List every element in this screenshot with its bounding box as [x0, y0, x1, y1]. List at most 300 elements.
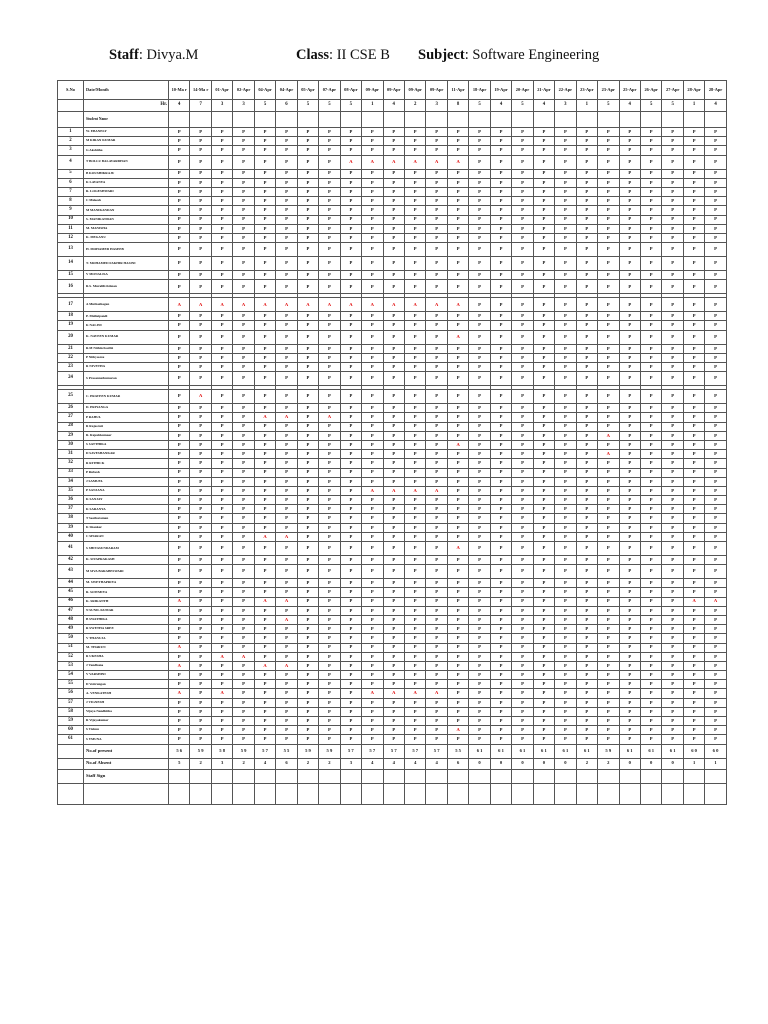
student-row [58, 486, 727, 495]
present-mark: P [640, 486, 661, 495]
present-mark: P [383, 178, 404, 187]
student-row [58, 187, 727, 196]
present-mark: P [598, 280, 619, 294]
staff-field [109, 47, 198, 64]
present-mark: P [533, 450, 554, 459]
present-mark: P [319, 680, 340, 689]
present-mark: P [683, 634, 704, 643]
present-mark: P [169, 257, 190, 271]
present-mark: P [512, 680, 533, 689]
present-mark: P [169, 735, 190, 744]
present-mark: P [233, 634, 254, 643]
present-mark: P [490, 363, 511, 372]
present-mark: P [533, 321, 554, 330]
present-mark: P [683, 565, 704, 579]
present-mark: P [683, 422, 704, 431]
present-mark: P [340, 726, 361, 735]
present-mark: P [233, 312, 254, 321]
present-mark: P [190, 680, 211, 689]
present-mark: P [705, 556, 726, 565]
present-mark: P [426, 224, 447, 233]
present-mark: P [533, 556, 554, 565]
student-name: V MONALISA [84, 271, 169, 280]
present-mark: P [297, 440, 318, 449]
present-mark: P [662, 450, 683, 459]
present-mark: P [662, 128, 683, 137]
present-mark: P [555, 413, 576, 422]
present-mark: P [640, 459, 661, 468]
student-name-header-row [58, 112, 727, 128]
present-mark: P [426, 330, 447, 344]
present-mark: P [340, 404, 361, 413]
present-mark: P [362, 224, 383, 233]
serial-number: 38 [58, 514, 84, 523]
present-mark: P [705, 514, 726, 523]
present-mark: P [383, 197, 404, 206]
present-mark: P [297, 523, 318, 532]
present-mark: P [555, 680, 576, 689]
present-mark: P [683, 468, 704, 477]
present-mark: P [404, 505, 425, 514]
present-mark: P [190, 726, 211, 735]
blank-cell [447, 783, 468, 804]
present-mark: P [490, 155, 511, 169]
present-mark: P [190, 579, 211, 588]
present-mark: P [705, 450, 726, 459]
present-mark: P [254, 243, 275, 257]
present-mark: P [190, 532, 211, 541]
student-row [58, 542, 727, 556]
present-mark: P [426, 146, 447, 155]
present-mark: P [705, 243, 726, 257]
present-mark: P [254, 468, 275, 477]
subject-label: Subject [418, 47, 465, 63]
student-row [58, 155, 727, 169]
present-mark: P [169, 625, 190, 634]
serial-number: 6 [58, 178, 84, 187]
present-mark: P [598, 363, 619, 372]
serial-number: 52 [58, 652, 84, 661]
present-mark: P [705, 717, 726, 726]
date-cell: 09-Apr [383, 81, 404, 100]
present-mark: P [383, 717, 404, 726]
present-mark: P [340, 422, 361, 431]
present-mark: P [383, 271, 404, 280]
present-mark: P [512, 413, 533, 422]
sign-cell [598, 769, 619, 783]
present-mark: P [598, 224, 619, 233]
present-mark: P [705, 477, 726, 486]
present-mark: P [598, 353, 619, 362]
present-mark: P [469, 477, 490, 486]
present-mark: P [340, 698, 361, 707]
present-mark: P [340, 321, 361, 330]
present-mark: P [662, 523, 683, 532]
present-mark: P [533, 496, 554, 505]
blank-cell [297, 112, 318, 128]
absent-mark: A [426, 155, 447, 169]
student-name: C. PRAVEEN KUMAR [84, 390, 169, 404]
serial-number: 55 [58, 680, 84, 689]
present-mark: P [447, 312, 468, 321]
blank-cell [683, 783, 704, 804]
present-mark: P [404, 243, 425, 257]
present-mark: P [190, 243, 211, 257]
absent-mark: A [404, 689, 425, 698]
present-mark: P [383, 606, 404, 615]
student-name: P RAHUL [84, 413, 169, 422]
absent-mark: A [190, 298, 211, 312]
present-mark: P [447, 514, 468, 523]
student-row [58, 353, 727, 362]
present-mark: P [705, 206, 726, 215]
present-mark: P [276, 169, 297, 178]
date-cell: 20-Apr [512, 81, 533, 100]
present-mark: P [340, 542, 361, 556]
present-mark: P [447, 707, 468, 716]
absent-count: 5 [169, 758, 190, 769]
present-mark: P [640, 298, 661, 312]
serial-number: 26 [58, 404, 84, 413]
present-mark: P [190, 215, 211, 224]
present-mark: P [297, 422, 318, 431]
hour-cell: 5 [598, 100, 619, 112]
present-mark: P [576, 726, 597, 735]
present-mark: P [490, 298, 511, 312]
present-mark: P [340, 579, 361, 588]
present-mark: P [683, 707, 704, 716]
blank-cell [705, 112, 726, 128]
serial-number: 40 [58, 532, 84, 541]
present-mark: P [576, 257, 597, 271]
present-mark: P [254, 588, 275, 597]
absent-mark: A [211, 652, 232, 661]
present-mark: P [555, 233, 576, 242]
present-count: 6 1 [533, 744, 554, 758]
sign-cell [169, 769, 190, 783]
present-mark: P [490, 505, 511, 514]
present-mark: P [426, 422, 447, 431]
present-mark: P [447, 588, 468, 597]
present-mark: P [512, 243, 533, 257]
present-mark: P [297, 496, 318, 505]
blank-cell [555, 783, 576, 804]
present-mark: P [383, 363, 404, 372]
present-mark: P [662, 661, 683, 670]
absent-count: 0 [619, 758, 640, 769]
present-mark: P [254, 137, 275, 146]
present-mark: P [619, 363, 640, 372]
present-mark: P [254, 344, 275, 353]
present-mark: P [683, 215, 704, 224]
present-mark: P [555, 137, 576, 146]
present-mark: P [576, 689, 597, 698]
present-mark: P [211, 486, 232, 495]
present-mark: P [276, 431, 297, 440]
present-mark: P [619, 514, 640, 523]
present-mark: P [555, 206, 576, 215]
present-mark: P [276, 224, 297, 233]
present-mark: P [319, 330, 340, 344]
present-mark: P [426, 556, 447, 565]
present-mark: P [404, 404, 425, 413]
present-mark: P [705, 413, 726, 422]
present-mark: P [297, 215, 318, 224]
present-mark: P [233, 477, 254, 486]
present-mark: P [683, 330, 704, 344]
hour-cell: 6 [276, 100, 297, 112]
present-mark: P [404, 634, 425, 643]
present-mark: P [640, 169, 661, 178]
present-mark: P [233, 390, 254, 404]
present-mark: P [319, 440, 340, 449]
present-mark: P [297, 146, 318, 155]
present-mark: P [705, 532, 726, 541]
present-mark: P [533, 565, 554, 579]
absent-mark: A [169, 597, 190, 606]
present-mark: P [211, 330, 232, 344]
present-mark: P [490, 542, 511, 556]
present-mark: P [447, 206, 468, 215]
present-mark: P [619, 187, 640, 196]
present-mark: P [512, 137, 533, 146]
present-mark: P [662, 312, 683, 321]
sign-cell [555, 769, 576, 783]
student-row [58, 671, 727, 680]
present-mark: P [576, 579, 597, 588]
serial-number: 14 [58, 257, 84, 271]
present-mark: P [640, 579, 661, 588]
hour-cell: 4 [533, 100, 554, 112]
present-mark: P [555, 344, 576, 353]
present-mark: P [362, 477, 383, 486]
absent-mark: A [233, 652, 254, 661]
absent-count: 2 [190, 758, 211, 769]
serial-number: 23 [58, 363, 84, 372]
date-cell: 09-Apr [404, 81, 425, 100]
present-mark: P [640, 556, 661, 565]
present-mark: P [512, 565, 533, 579]
present-mark: P [469, 169, 490, 178]
present-mark: P [297, 625, 318, 634]
present-mark: P [340, 588, 361, 597]
present-mark: P [233, 271, 254, 280]
absent-mark: A [426, 486, 447, 495]
present-mark: P [576, 233, 597, 242]
absent-mark: A [254, 413, 275, 422]
blank-cell [233, 783, 254, 804]
present-mark: P [640, 224, 661, 233]
present-mark: P [211, 606, 232, 615]
present-mark: P [705, 698, 726, 707]
present-mark: P [533, 689, 554, 698]
present-mark: P [533, 206, 554, 215]
present-mark: P [426, 735, 447, 744]
student-name: K LAVANYA [84, 178, 169, 187]
present-count: 6 0 [705, 744, 726, 758]
present-mark: P [254, 735, 275, 744]
present-mark: P [297, 542, 318, 556]
present-mark: P [404, 477, 425, 486]
present-mark: P [276, 450, 297, 459]
present-mark: P [254, 459, 275, 468]
present-mark: P [555, 440, 576, 449]
present-mark: P [211, 431, 232, 440]
present-mark: P [576, 215, 597, 224]
student-name: S SATTHIKA [84, 440, 169, 449]
absent-mark: A [447, 440, 468, 449]
present-mark: P [319, 615, 340, 624]
present-mark: P [640, 514, 661, 523]
absent-mark: A [169, 643, 190, 652]
present-mark: P [447, 169, 468, 178]
present-mark: P [190, 422, 211, 431]
present-mark: P [362, 579, 383, 588]
present-mark: P [555, 652, 576, 661]
present-mark: P [276, 717, 297, 726]
present-mark: P [469, 726, 490, 735]
student-name: R. SOWMIYA [84, 588, 169, 597]
student-name: R RITHICK [84, 459, 169, 468]
present-mark: P [490, 606, 511, 615]
present-mark: P [447, 505, 468, 514]
present-mark: P [190, 363, 211, 372]
present-mark: P [404, 450, 425, 459]
student-name: J VIGNESH [84, 698, 169, 707]
present-mark: P [705, 671, 726, 680]
present-mark: P [512, 588, 533, 597]
present-mark: P [555, 321, 576, 330]
attendance-table [57, 80, 727, 805]
present-mark: P [211, 321, 232, 330]
present-mark: P [254, 321, 275, 330]
present-mark: P [683, 178, 704, 187]
present-mark: P [169, 363, 190, 372]
blank-cell [576, 783, 597, 804]
present-mark: P [340, 671, 361, 680]
student-name: T Seetharaman [84, 514, 169, 523]
present-mark: P [447, 422, 468, 431]
student-row [58, 271, 727, 280]
student-row [58, 597, 727, 606]
present-mark: P [233, 661, 254, 670]
blank-cell [619, 783, 640, 804]
serial-number: 42 [58, 556, 84, 565]
present-mark: P [555, 514, 576, 523]
date-cell: 27-Apr [662, 81, 683, 100]
present-mark: P [319, 431, 340, 440]
present-mark: P [169, 652, 190, 661]
serial-number: 56 [58, 689, 84, 698]
absent-count: 0 [555, 758, 576, 769]
present-mark: P [683, 440, 704, 449]
present-mark: P [211, 680, 232, 689]
present-mark: P [598, 496, 619, 505]
present-mark: P [211, 169, 232, 178]
present-mark: P [598, 606, 619, 615]
present-mark: P [662, 556, 683, 565]
present-mark: P [254, 707, 275, 716]
serial-number: 48 [58, 615, 84, 624]
serial-number: 49 [58, 625, 84, 634]
present-mark: P [533, 579, 554, 588]
present-mark: P [404, 146, 425, 155]
present-mark: P [254, 233, 275, 242]
present-mark: P [662, 625, 683, 634]
blank-cell [383, 112, 404, 128]
present-mark: P [555, 243, 576, 257]
student-row [58, 404, 727, 413]
present-mark: P [490, 459, 511, 468]
student-name: S PrasannaKumaran [84, 372, 169, 386]
date-cell: 02-Apr [233, 81, 254, 100]
present-mark: P [233, 257, 254, 271]
present-mark: P [555, 215, 576, 224]
present-mark: P [254, 431, 275, 440]
present-mark: P [319, 169, 340, 178]
present-mark: P [233, 178, 254, 187]
present-mark: P [383, 146, 404, 155]
present-mark: P [383, 233, 404, 242]
present-mark: P [490, 206, 511, 215]
present-mark: P [340, 206, 361, 215]
absent-mark: A [211, 689, 232, 698]
present-mark: P [619, 532, 640, 541]
present-mark: P [254, 215, 275, 224]
present-mark: P [233, 197, 254, 206]
present-mark: P [276, 353, 297, 362]
present-mark: P [404, 565, 425, 579]
present-mark: P [533, 169, 554, 178]
present-mark: P [276, 197, 297, 206]
present-mark: P [383, 243, 404, 257]
present-mark: P [190, 280, 211, 294]
present-mark: P [233, 440, 254, 449]
present-mark: P [555, 523, 576, 532]
sign-cell [340, 769, 361, 783]
present-mark: P [490, 579, 511, 588]
present-mark: P [233, 233, 254, 242]
present-mark: P [469, 344, 490, 353]
present-mark: P [705, 404, 726, 413]
present-mark: P [512, 523, 533, 532]
present-mark: P [683, 243, 704, 257]
present-mark: P [426, 137, 447, 146]
present-mark: P [555, 556, 576, 565]
present-mark: P [512, 698, 533, 707]
present-mark: P [426, 726, 447, 735]
present-mark: P [598, 390, 619, 404]
present-mark: P [233, 565, 254, 579]
present-mark: P [469, 468, 490, 477]
present-mark: P [683, 146, 704, 155]
present-mark: P [169, 707, 190, 716]
present-mark: P [469, 532, 490, 541]
attendance-sheet [57, 80, 726, 805]
present-mark: P [705, 505, 726, 514]
present-mark: P [512, 459, 533, 468]
absent-count: 3 [211, 758, 232, 769]
present-mark: P [598, 588, 619, 597]
present-mark: P [533, 312, 554, 321]
present-mark: P [362, 413, 383, 422]
present-mark: P [404, 422, 425, 431]
present-mark: P [490, 440, 511, 449]
hour-cell: 5 [512, 100, 533, 112]
present-mark: P [319, 689, 340, 698]
present-mark: P [640, 505, 661, 514]
present-mark: P [169, 486, 190, 495]
